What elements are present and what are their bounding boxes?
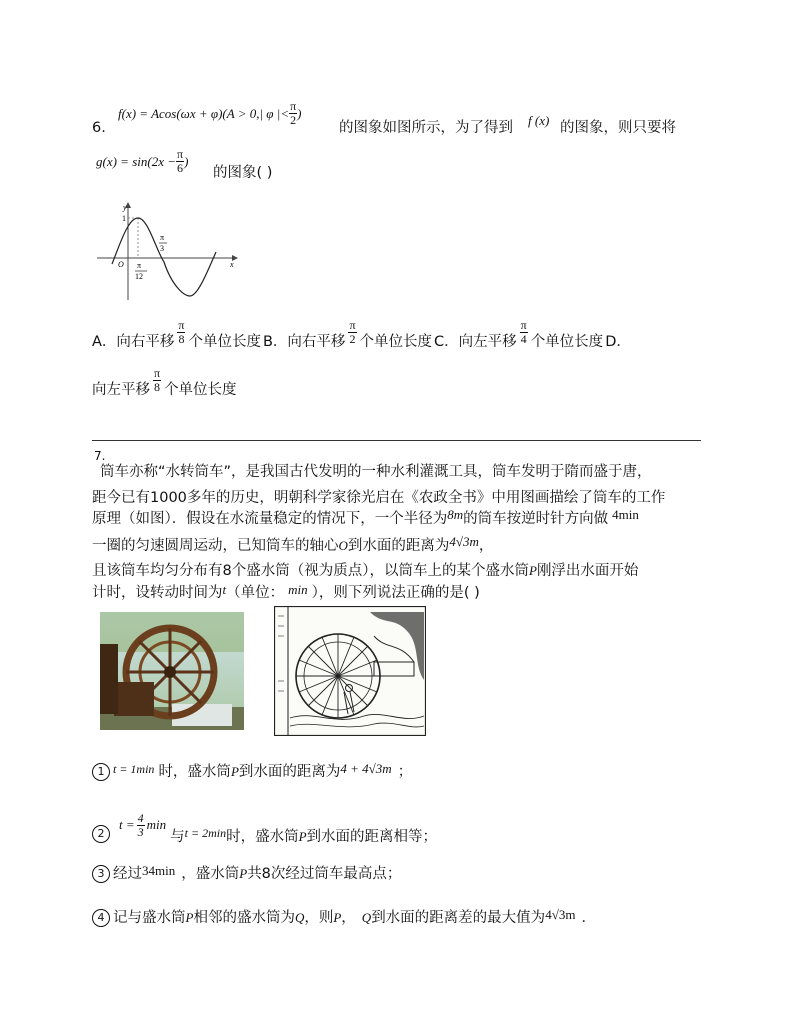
option-b-den: 2 [349,331,356,346]
item-4-text-f: ． [581,910,596,926]
option-c-num: π [520,317,527,332]
q6-f-frac-num: π [290,99,297,113]
q7-line5b: 刚浮出水面开始 [536,563,639,579]
item-1-value: 4 + 4√3m [340,761,392,776]
item-1-time: t = 1min [113,761,155,776]
q6-option-d-row [92,365,237,410]
time-t: t [222,582,227,597]
period-value: 4min [612,507,639,522]
q7-line4 [92,533,493,559]
q7-line6 [92,582,480,604]
item-4-text-c: ，则 [304,910,334,926]
option-a-fraction [177,319,185,346]
q7-line4b: 到水面的距离为 [347,538,450,554]
label-pi-over-12-den: 12 [135,272,143,281]
q6-g-fraction [176,148,184,175]
item-2-text-b: 时，盛水筒 [226,829,299,845]
q7-item-4 [92,906,596,930]
q7-line5a: 且该筒车均匀分布有8个盛水筒（视为质点），以筒车上的某个盛水筒 [92,563,529,579]
q6-number: 6. [92,120,106,136]
q6-g-formula [96,148,188,175]
q7-item-1 [92,760,412,784]
option-c-unit: 个单位长度 [530,334,604,350]
option-b-unit: 个单位长度 [359,334,432,350]
item-1-marker: 1 [92,763,110,781]
item-2-text-c: 到水面的距离相等； [306,829,438,845]
q6-text1: 的图象如图所示，为了得到 [339,120,513,136]
option-b-fraction [348,319,356,346]
option-d-fraction [153,367,161,394]
axis-o: O [338,538,348,553]
option-a-unit: 个单位长度 [188,334,261,350]
q6-text2: 的图象，则只要将 [560,120,676,136]
item-3-text-a: 经过 [113,866,142,882]
label-y: y [123,203,127,212]
item-1-text-b: 到水面的距离为 [238,764,341,780]
item-4-q2: Q [361,910,372,925]
q7-line3 [92,507,639,531]
option-b-label: B．向右平移 [262,334,346,350]
q6-f-fraction [289,100,297,127]
option-c-den: 4 [520,331,527,346]
q7-line6c: ），则下列说法正确的是( ) [311,585,480,601]
item-3-p: P [239,866,248,881]
option-c-label: C．向左平移 [434,334,517,350]
q6-options-row [92,317,631,362]
item-2-t-lhs: t = [119,817,135,832]
item-2-text-a: 与 [170,829,185,845]
q6-g-suffix: ) [184,153,189,169]
q6-g-frac-den: 6 [177,161,184,175]
option-d-label: D． [605,334,631,350]
item-4-text-a: 记与盛水筒 [113,910,186,926]
item-4-marker: 4 [92,909,110,927]
option-c-fraction [520,319,528,346]
q7-line5 [92,560,638,582]
item-4-q: Q [294,910,305,925]
item-2-frac-num: 4 [137,810,144,825]
q6-g-frac-num: π [177,147,184,161]
option-a-den: 8 [178,331,185,346]
axis-height-value: 4√3m [449,534,479,549]
q7-line4c: ， [478,538,494,554]
item-4-text-e: 到水面的距离差的最大值为 [371,910,546,926]
label-x: x [230,260,234,269]
item-2-frac-den: 3 [137,824,144,839]
water-wheel-photo [100,612,244,730]
q6-fx: f (x) [528,113,550,128]
option-d-unit: 个单位长度 [164,382,237,398]
label-pi-over-3-num: π [160,233,165,242]
option-d-den: 8 [154,379,161,394]
q6-f-frac-den: 2 [290,113,297,127]
item-4-text-d: ， [341,910,356,926]
radius-value: 8m [447,507,464,522]
item-1-text-a: 时，盛水筒 [158,764,231,780]
item-3-text-c: 共8次经过筒车最高点； [247,866,402,882]
label-pi-over-12-num: π [137,261,142,270]
q6-text3: 的图象( ) [213,165,273,181]
item-2-frac-unit: min [146,817,167,832]
q6-f-suffix: ) [297,105,302,121]
q7-line6a: 计时，设转动时间为 [92,585,223,601]
q7-line4a: 一圈的匀速圆周运动，已知筒车的轴心 [92,538,339,554]
item-1-text-c: ； [397,764,413,780]
q6-f-prefix: f(x) = Acos(ωx + φ)(A > 0,| φ |< [118,105,290,121]
q7-item-3 [92,862,401,886]
item-2-marker: 2 [92,825,110,843]
bucket-p: P [528,563,537,578]
item-4-value: 4√3m [545,907,576,922]
q6-cosine-graph [94,200,242,302]
q7-line3b: 的筒车按逆时针方向做 [463,511,609,527]
item-1-p: P [230,764,239,779]
option-b-num: π [349,317,356,332]
q7-line2: 距今已有1000多年的历史，明朝科学家徐光启在《农政全书》中用图画描绘了筒车的工作 [92,490,666,506]
q7-line1: 筒车亦称“水转筒车”，是我国古代发明的一种水利灌溉工具，筒车发明于隋而盛于唐， [100,464,652,480]
label-origin: O [118,260,124,269]
q6-f-formula [118,100,302,127]
item-4-p: P [185,910,194,925]
question-divider [92,440,701,441]
option-a-num: π [178,317,185,332]
time-unit: min [288,582,308,597]
item-4-text-b: 相邻的盛水筒为 [193,910,295,926]
label-one: 1 [122,214,126,223]
item-2-p: P [298,829,307,844]
q6-g-prefix: g(x) = sin(2x − [96,153,176,169]
item-3-text-b: ，盛水筒 [181,866,240,882]
q7-line3a: 原理（如图）．假设在水流量稳定的情况下，一个半径为 [92,511,448,527]
q7-item-2 [92,800,437,850]
item-2-t2: t = 2min [184,825,227,840]
water-wheel-illustration [274,606,426,736]
item-2-fraction [137,812,145,839]
item-3-marker: 3 [92,865,110,883]
label-pi-over-3-den: 3 [160,244,164,253]
option-d-num: π [154,365,161,380]
option-a-label: A．向右平移 [92,334,175,350]
q7-line6b: （单位： [226,585,285,601]
item-3-value: 34min [142,863,176,878]
item-4-p2: P [333,910,342,925]
option-d-text: 向左平移 [92,382,150,398]
q7-number: 7. [94,449,106,463]
